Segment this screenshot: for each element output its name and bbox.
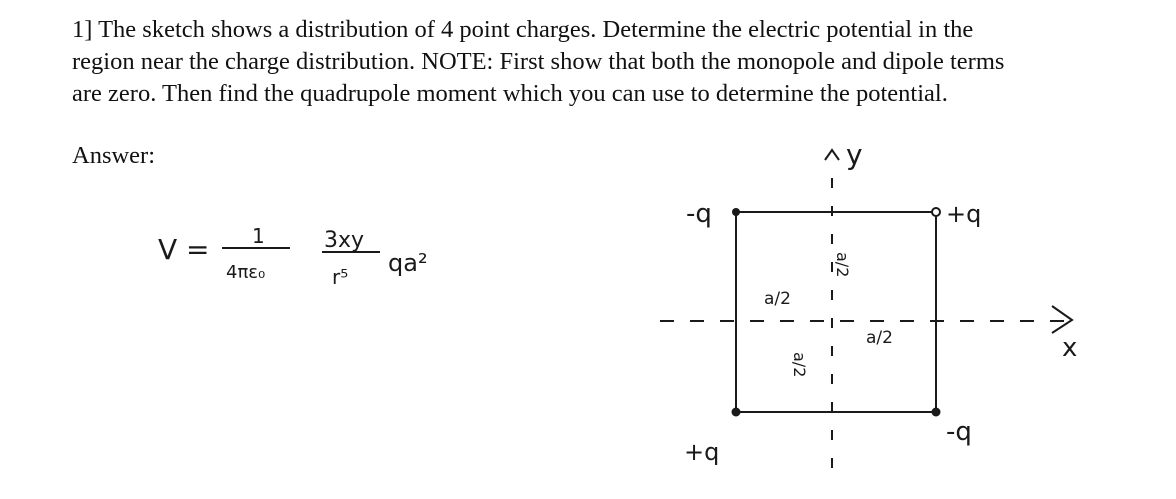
dim-label-bottom-half: a/2 xyxy=(790,352,809,378)
dim-label-right-half: a/2 xyxy=(866,328,893,348)
dim-label-top-half: a/2 xyxy=(833,252,852,278)
problem-line-3: are zero. Then find the quadrupole moment which you can use to determine the potential. xyxy=(72,80,948,107)
problem-line-1: 1] The sketch shows a distribution of 4 point charges. Determine the electric potential in the xyxy=(72,16,974,43)
charge-label-top-right: +q xyxy=(946,200,982,228)
x-axis-label: x xyxy=(1062,333,1078,363)
charge-dot-top-right xyxy=(932,208,940,216)
y-axis-arrow-icon xyxy=(825,150,839,160)
problem-line-2: region near the charge distribution. NOTE: First show that both the monopole and dipole terms xyxy=(72,48,1005,75)
charge-label-bottom-left: +q xyxy=(684,438,720,466)
formula-frac2-denominator: r⁵ xyxy=(332,265,349,289)
charge-dot-bottom-left xyxy=(732,408,741,417)
dim-label-left-half: a/2 xyxy=(764,289,791,309)
formula-frac2-numerator: 3xy xyxy=(324,228,365,253)
charge-label-top-left: -q xyxy=(686,199,712,229)
formula-lhs: V = xyxy=(158,233,210,266)
charge-square xyxy=(736,212,936,412)
x-axis-arrow-icon xyxy=(1052,306,1072,333)
formula-factor: qa² xyxy=(388,249,428,277)
formula-frac1-denominator: 4πε₀ xyxy=(226,262,266,283)
y-axis-label: y xyxy=(846,138,863,171)
formula-frac1-numerator: 1 xyxy=(252,224,265,248)
charge-label-bottom-right: -q xyxy=(946,417,972,447)
charge-dot-top-left xyxy=(732,208,740,216)
charge-dot-bottom-right xyxy=(932,408,941,417)
answer-label: Answer: xyxy=(72,142,156,169)
